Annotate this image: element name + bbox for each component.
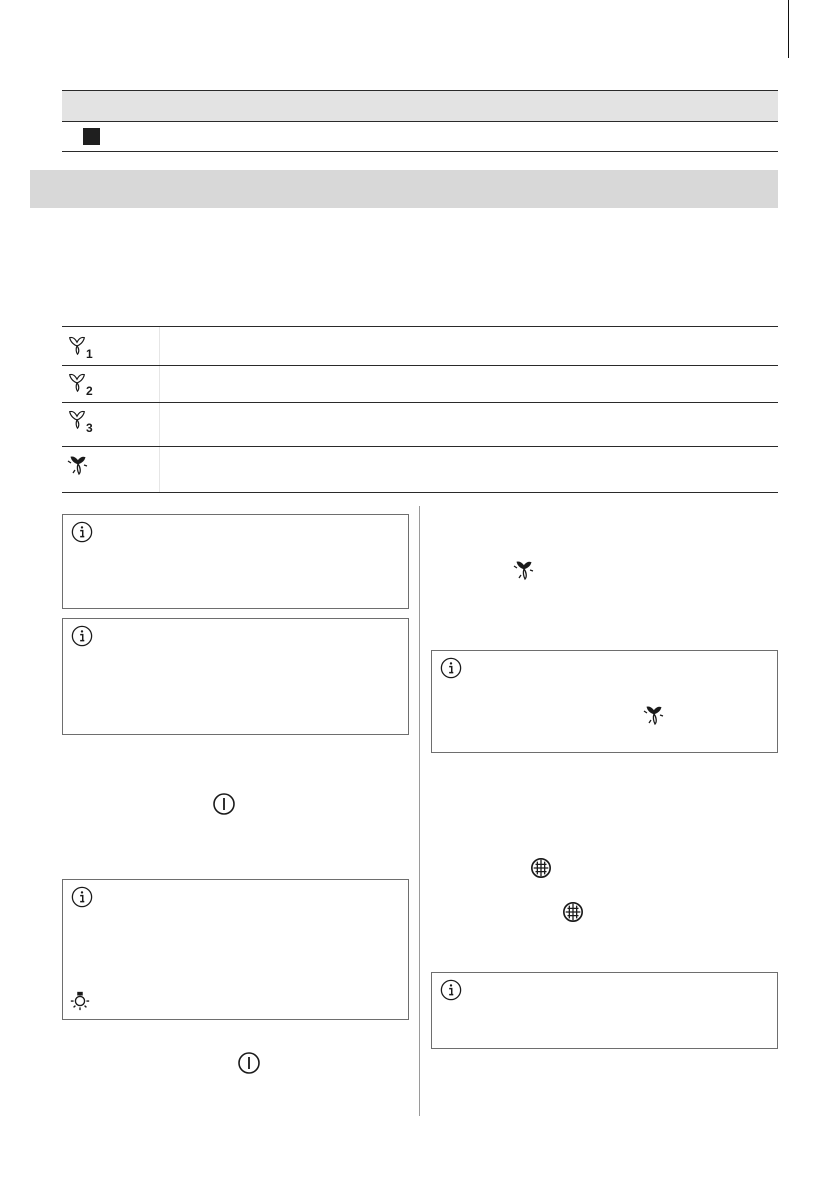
table-row (62, 365, 778, 403)
top-table (62, 90, 778, 152)
power-icon (237, 1051, 261, 1075)
fan-intensive-icon (66, 453, 90, 477)
fan-speed-table (62, 326, 778, 493)
fan-speed-1-icon (66, 334, 96, 360)
fan-speed-digit: 3 (86, 421, 93, 434)
fan-speed-2-icon (66, 371, 96, 397)
info-icon (440, 657, 462, 679)
fan-intensive-icon (642, 703, 666, 727)
info-box (431, 650, 778, 753)
info-icon (71, 886, 93, 908)
power-icon (212, 792, 236, 816)
info-icon (71, 625, 93, 647)
section-heading-bar (30, 170, 778, 208)
fan-speed-3-icon (66, 408, 96, 434)
fan-speed-digit: 1 (86, 347, 93, 360)
black-square-symbol (83, 128, 100, 145)
grid-filter-icon (530, 857, 552, 879)
light-bulb-icon (69, 990, 91, 1012)
info-box (62, 514, 409, 609)
info-box (431, 972, 778, 1049)
table-row (62, 121, 778, 152)
info-icon (71, 521, 93, 543)
column-divider (419, 506, 420, 1116)
table-row (62, 327, 778, 366)
table-row (62, 403, 778, 447)
top-table-header (62, 90, 778, 122)
crop-mark (788, 0, 789, 58)
info-icon (440, 979, 462, 1001)
info-box (62, 618, 409, 735)
fan-speed-digit: 2 (86, 384, 93, 397)
info-box (62, 879, 409, 1020)
fan-intensive-icon (512, 558, 536, 582)
table-row (62, 447, 778, 493)
grid-filter-icon (562, 901, 584, 923)
